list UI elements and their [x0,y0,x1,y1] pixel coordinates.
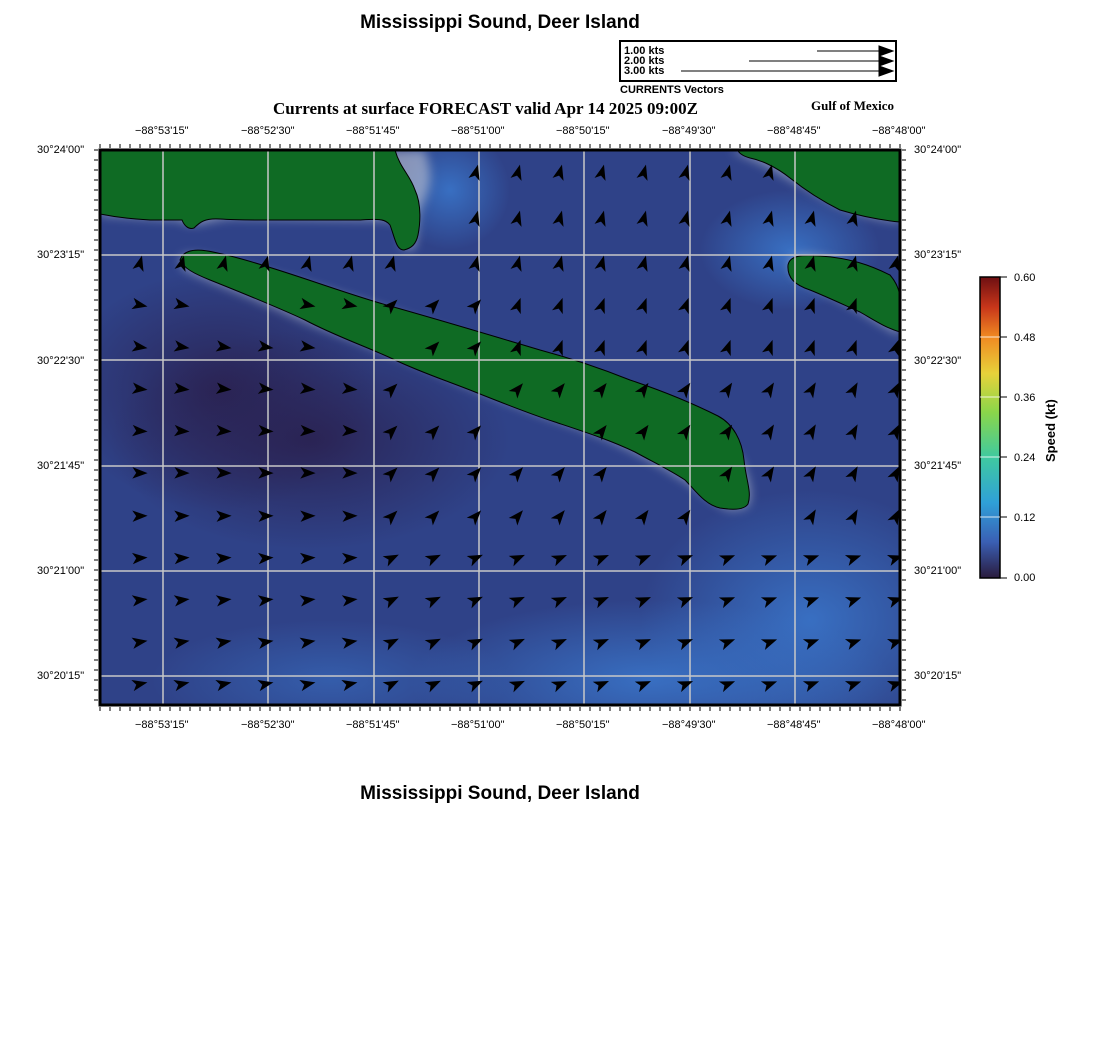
colorbar-tick-label: 0.48 [1014,332,1036,344]
lon-tick-bottom: −88°51'00" [451,719,505,731]
colorbar-tick-label: 0.00 [1014,572,1036,584]
colorbar-ticks [1000,277,1007,578]
legend-arrows [621,42,895,80]
lon-tick-top: −88°50'15" [556,125,610,137]
region-label: Gulf of Mexico [811,98,895,113]
lat-tick-right: 30°24'00" [914,144,962,156]
speed-colorbar [975,272,1035,584]
legend-arrowhead-3 [879,66,893,76]
map-title: Mississippi Sound, Deer Island [360,12,640,33]
lon-tick-top: −88°49'30" [662,125,716,137]
lat-tick-left: 30°23'15" [37,249,85,261]
legend-entry-2: 2.00 kts [624,55,665,67]
forecast-subtitle: Currents at surface FORECAST valid Apr 14 2025 09:00Z [273,99,699,118]
lon-tick-top: −88°51'00" [451,125,505,137]
lat-tick-left: 30°21'45" [37,460,85,472]
lat-tick-right: 30°20'15" [914,670,962,682]
lon-tick-bottom: −88°52'30" [241,719,295,731]
legend-arrowhead-2 [879,56,893,66]
lat-tick-left: 30°24'00" [37,144,85,156]
lat-tick-left: 30°20'15" [37,670,85,682]
lon-tick-top: −88°48'00" [872,125,926,137]
lon-tick-bottom: −88°50'15" [556,719,610,731]
lon-tick-top: −88°52'30" [241,125,295,137]
colorbar-tick-label: 0.24 [1014,452,1036,464]
current-map[interactable] [90,140,910,715]
colorbar-tick-label: 0.36 [1014,392,1036,404]
lat-tick-right: 30°23'15" [914,249,962,261]
lon-tick-bottom: −88°49'30" [662,719,716,731]
colorbar-title: Speed (kt) [1043,399,1058,462]
legend-caption: CURRENTS Vectors [620,84,724,96]
lon-tick-top: −88°53'15" [135,125,189,137]
legend-arrowhead-1 [879,46,893,56]
legend-entry-1: 1.00 kts [624,45,665,57]
lat-tick-right: 30°21'00" [914,565,962,577]
lat-tick-left: 30°22'30" [37,355,85,367]
legend-entry-3: 3.00 kts [624,65,665,77]
lon-tick-bottom: −88°48'45" [767,719,821,731]
lon-tick-top: −88°48'45" [767,125,821,137]
colorbar-tick-label: 0.12 [1014,512,1036,524]
colorbar-gradient [980,277,1000,578]
lon-tick-bottom: −88°53'15" [135,719,189,731]
vector-legend [619,40,897,82]
map-title-bottom: Mississippi Sound, Deer Island [360,783,640,804]
colorbar-tick-label: 0.60 [1014,272,1036,284]
lon-tick-bottom: −88°51'45" [346,719,400,731]
lat-tick-right: 30°21'45" [914,460,962,472]
lon-tick-bottom: −88°48'00" [872,719,926,731]
lat-tick-left: 30°21'00" [37,565,85,577]
lat-tick-right: 30°22'30" [914,355,962,367]
lon-tick-top: −88°51'45" [346,125,400,137]
